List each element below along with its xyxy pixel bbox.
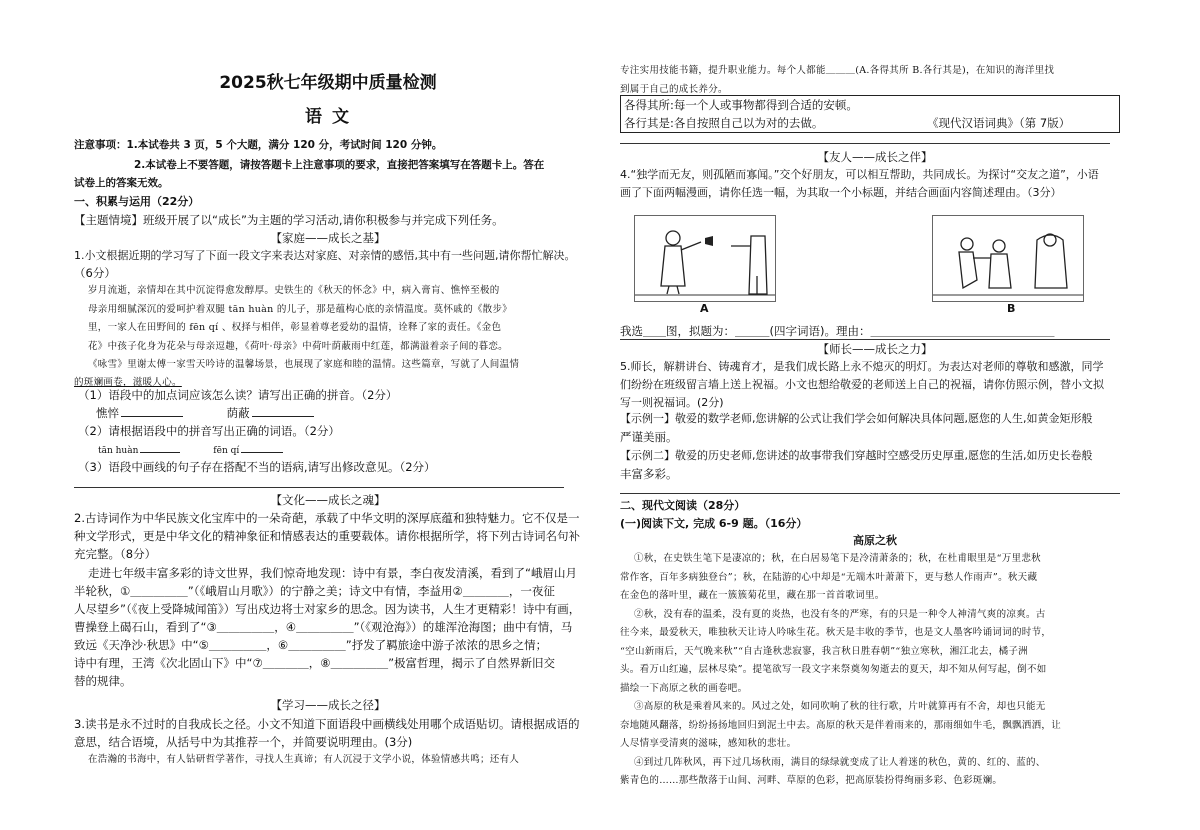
word-qiaocui: 憔悴 (96, 406, 119, 420)
question-4-prompt (620, 166, 1130, 202)
prompt-line: 意思，结合语境，从括号中为其推荐一个，并简要说明理由。(3分) (74, 735, 413, 749)
question-4-answer-line[interactable]: 我选＿＿图，拟题为：＿＿＿(四字词语)。理由：＿＿＿＿＿＿＿＿＿＿＿＿＿＿＿＿ (620, 324, 1055, 338)
friend-section-header: 【友人——成长之伴】 (817, 150, 933, 164)
question-2-passage (74, 564, 582, 690)
essay-line: 头。看万山红遍，层林尽染”。提笔欲写一段文字来祭奠匆匆逝去的夏天，却不知从何写起，倒不如 (620, 664, 1047, 675)
home-section-header: 【家庭——成长之基】 (270, 231, 386, 245)
prompt-line: 种文学形式，更是中华文化的精神象征和情感表达的重要载体。请你根据所学，将下列古诗词名句补 (74, 529, 580, 543)
answer-blank[interactable] (140, 441, 180, 453)
example-1-cont: 严谨美丽。 (620, 430, 678, 444)
word-yinbi: 荫蔽 (226, 406, 250, 420)
passage-line: 岁月流逝，亲情却在其中沉淀得愈发醇厚。史铁生的《秋天的怀念》中，病入膏肓、憔悴至极的 (88, 285, 500, 296)
passage-line: 替的规律。 (74, 674, 132, 688)
essay-line: ④到过几阵秋风，再下过几场秋雨，满目的绿绿就变成了让人着迷的秋色，黄的、红的、蓝的、 (634, 756, 1046, 768)
divider (620, 143, 1110, 144)
comic-b (932, 215, 1084, 302)
answer-blank[interactable] (252, 405, 314, 417)
comic-a-drawing (635, 216, 775, 301)
question-3-passage-cont: 专注实用技能书籍，提升职业能力。每个人都能＿＿＿(A.各得其所 B.各行其是)，在知识的海洋里找 (620, 65, 1055, 76)
answer-blank[interactable] (241, 441, 283, 453)
essay-line: ②秋，没有春的温柔，没有夏的炎热，也没有冬的严寒，有的只是一种令人神清气爽的凉爽。古 (634, 608, 1046, 620)
reading-1-heading: (一)阅读下文, 完成 6-9 题。（16分） (620, 517, 808, 530)
notice-1: 注意事项：1.本试卷共 3 页，5 个大题，满分 120 分，考试时间 120 分钟。 (74, 139, 443, 151)
right-column (620, 0, 1130, 830)
essay-line: 奈地随风翻落，纷纷扬扬地回归到泥土中去。高原的秋天是伴着雨来的，那雨细如牛毛，飘飘洒洒，让 (620, 719, 1062, 731)
passage-line: 走进七年级丰富多彩的诗文世界，我们惊奇地发现：诗中有景，李白夜发清溪，看到了“峨眉山月 (88, 566, 577, 580)
essay-line: 描绘一下高原之秋的画卷吧。 (620, 682, 748, 694)
section-1-heading: 一、积累与运用（22分） (74, 195, 200, 208)
question-3-prompt (74, 715, 582, 751)
question-1-2: （2）请根据语段中的拼音写出正确的词语。（2分） (78, 424, 340, 438)
pinyin-tanhuan: tān huàn (98, 446, 139, 456)
question-1-1: （1）语段中的加点词应该怎么读？请写出正确的拼音。（2分） (78, 388, 398, 402)
question-5-prompt (620, 358, 1130, 412)
comic-b-label: B (1007, 302, 1016, 315)
essay-line: 紫青色的……那些散落于山间、河畔、草原的色彩，把高原装扮得绚丽多彩、色彩斑斓。 (620, 775, 1003, 786)
essay-line: “空山新雨后，天气晚来秋”“自古逢秋悲寂寥，我言秋日胜春朝”“独立寒秋，湘江北去，橘子洲 (620, 645, 1028, 657)
comic-b-drawing (933, 216, 1083, 301)
example-1: 【示例一】敬爱的数学老师,您讲解的公式让我们学会如何解决具体问题,愿您的人生,如黄金矩形般 (620, 412, 1093, 425)
question-3-passage: 在浩瀚的书海中，有人钻研哲学著作，寻找人生真谛；有人沉浸于文学小说，体验情感共鸣；还有人 (88, 754, 520, 765)
example-2-cont: 丰富多彩。 (620, 467, 678, 481)
essay-line: 在金色的落叶里，藏在一簇簇菊花里，藏在那一首首歌词里。 (620, 590, 885, 601)
passage-line: 曹操登上碣石山，看到了“③＿＿＿＿＿，④＿＿＿＿＿”（《观沧海》）的雄浑沧海图；曲中有情，马 (74, 620, 573, 634)
culture-section-header: 【文化——成长之魂】 (270, 493, 386, 507)
passage-line: 花》中孩子化身为花朵与母亲逗趣，《荷叶·母亲》中荷叶荫蔽雨中红莲，都满溢着亲子间的暮恋。 (88, 340, 508, 352)
passage-line: 《咏雪》里谢太傅一家雪天吟诗的温馨场景，也展现了家庭和睦的温情。这些篇章，写就了人间温情 (88, 359, 520, 370)
question-1-2-pinyin (98, 441, 578, 458)
theme-context: 【主题情境】班级开展了以“成长”为主题的学习活动,请你积极参与并完成下列任务。 (74, 213, 504, 227)
prompt-line: 写一则祝福词。(2分) (620, 396, 724, 409)
passage-line: 母亲用细腻深沉的爱呵护着双腿 tān huàn 的儿子，那是蕴构心底的亲情温度。莫怀戚的《散步》 (88, 303, 513, 315)
essay-line: 人尽情享受清爽的滋味，感知秋的悲壮。 (620, 738, 797, 749)
study-section-header: 【学习——成长之径】 (270, 698, 386, 712)
prompt-line: 充完整。（8分） (74, 547, 157, 561)
essay-line: 常作客，百年多病独登台”；秋，在陆游的心中却是“无端木叶萧萧下，更与愁人作雨声”。秋天藏 (620, 571, 1038, 583)
section-2-heading: 二、现代文阅读（28分） (620, 499, 746, 512)
exam-title: 2025秋七年级期中质量检测 (219, 73, 437, 93)
question-1-prompt: 1.小文根据近期的学习写了下面一段文字来表达对家庭、对亲情的感悟,其中有一些问题,请你帮忙解决。 (74, 249, 576, 262)
essay-line: 往今来，最爱秋天，唯独秋天让诗人吟咏生花。秋天是丰收的季节，也是文人墨客吟诵词词的时节， (620, 627, 1052, 638)
essay-line: ③高原的秋是乘着风来的。风过之处，如同吹响了秋的往行歌，片叶就算再有不舍，却也只能无 (634, 701, 1046, 712)
prompt-line: 画了下面两幅漫画，请你任选一幅，为其取一个小标题，并结合画面内容简述理由。（3分） (620, 186, 1062, 199)
question-1-passage-last: 的斑斓画卷，滋暖人心。 (74, 377, 182, 388)
teacher-section-header: 【师长——成长之力】 (817, 342, 933, 356)
passage-line: 诗中有理，王湾《次北固山下》中“⑦＿＿＿＿，⑧＿＿＿＿＿”极富哲理，揭示了自然界新旧交 (74, 656, 556, 670)
left-column (74, 0, 582, 830)
question-1-3: （3）语段中画线的句子存在搭配不当的语病,请写出修改意见。（2分） (78, 460, 436, 474)
question-1-passage (88, 282, 582, 375)
question-3-passage-end: 到属于自己的成长养分。 (620, 84, 728, 95)
essay-title: 高原之秋 (853, 534, 897, 547)
essay-body (620, 550, 1130, 791)
notice-2: 2.本试卷上不要答题，请按答题卡上注意事项的要求，直接把答案填写在答题卡上。答在 (134, 159, 545, 171)
notice-2-cont: 试卷上的答案无效。 (74, 177, 169, 189)
comic-a-label: A (700, 302, 709, 315)
prompt-line: 2.古诗词作为中华民族文化宝库中的一朵奇葩，承载了中华文明的深厚底蕴和独特魅力。它不仅是一 (74, 511, 580, 525)
passage-line: 里，一家人在田野间的 fēn qí 、权择与相伴，彰显着尊老爱幼的温情，诠释了家的责任。《金色 (88, 322, 502, 333)
question-1-1-words (96, 404, 576, 422)
passage-line: 半轮秋，①＿＿＿＿＿”（《峨眉山月歌》）的宁静之美；诗文中有情，李益用②＿＿＿＿，一夜征 (74, 584, 555, 598)
question-2-prompt (74, 509, 582, 563)
definition-box (620, 95, 1120, 133)
essay-line: ①秋，在史铁生笔下是凄凉的；秋，在白居易笔下是冷清萧条的；秋，在杜甫眼里是“万里悲秋 (634, 553, 1041, 564)
passage-line: 致远《天净沙·秋思》中“⑤＿＿＿＿＿，⑥＿＿＿＿＿”抒发了羁旅途中游子浓浓的思乡之情； (74, 638, 548, 652)
definition-source: 《现代汉语词典》（第 7版） (927, 116, 1071, 130)
divider (74, 487, 564, 488)
example-2: 【示例二】敬爱的历史老师,您讲述的故事带我们穿越时空感受历史厚重,愿您的生活,如历史长卷般 (620, 449, 1093, 462)
divider (620, 493, 1120, 494)
prompt-line: 5.师长，解耕讲台、铸魂育才，是我们成长路上永不熄灭的明灯。为表达对老师的尊敬和感激，同学 (620, 360, 1104, 373)
definition-gexingqishi: 各行其是:各自按照自己以为对的去做。 (624, 116, 824, 130)
prompt-line: 4.“独学而无友，则孤陋而寡闻。”交个好朋友，可以相互帮助，共同成长。为探讨“交友之道”，小语 (620, 168, 1099, 181)
question-1-score: （6分） (74, 266, 116, 280)
passage-line: 人尽望乡”（《夜上受降城闻笛》）写出戍边将士对家乡的思念。因为读书，人生才更精彩！诗中有画， (74, 602, 581, 616)
answer-blank[interactable] (121, 405, 183, 417)
comic-a (634, 215, 776, 302)
prompt-line: 们纷纷在班级留言墙上送上祝福。小文也想给敬爱的老师送上自己的祝福，请你仿照示例，替小文拟 (620, 378, 1104, 391)
pinyin-fenqi: fēn qí (213, 446, 240, 456)
prompt-line: 3.读书是永不过时的自我成长之径。小文不知道下面语段中画横线处用哪个成语贴切。请根据成语的 (74, 717, 580, 731)
definition-gedeqisuo: 各得其所:每一个人或事物都得到合适的安顿。 (624, 98, 858, 112)
subject-title: 语 文 (305, 107, 351, 127)
